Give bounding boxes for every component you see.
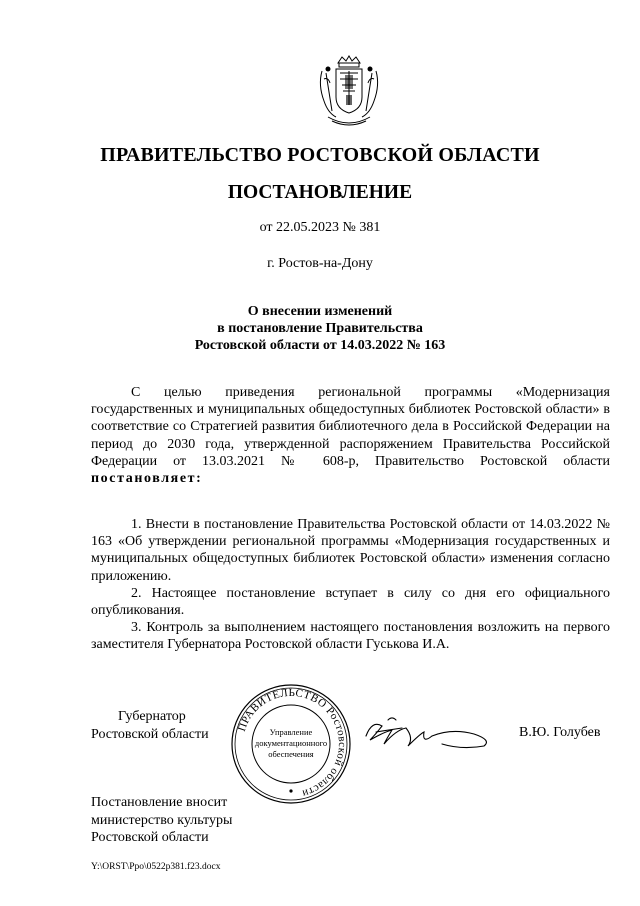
signer-name: В.Ю. Голубев <box>519 725 601 740</box>
government-title: ПРАВИТЕЛЬСТВО РОСТОВСКОЙ ОБЛАСТИ <box>100 144 540 166</box>
submitted-by-note <box>91 794 232 847</box>
submitted-by-line: Ростовской области <box>91 830 209 845</box>
document-type-title: ПОСТАНОВЛЕНИЕ <box>227 182 413 203</box>
decree-items <box>91 516 610 654</box>
decree-item: 1. Внести в постановление Правительства Ростовской области от 14.03.2022 № 163 «Об утверждении региональной программы «Модернизация государственных и муниципальных общедоступных библиотек Ростовской области» изменения согласно приложению. <box>91 517 610 584</box>
city-line: г. Ростов-на-Дону <box>267 256 373 271</box>
stamp-inner-text: Управление <box>269 727 313 737</box>
signer-position-line: Ростовской области <box>91 726 209 742</box>
preamble-paragraph <box>91 384 610 487</box>
decree-subject <box>0 303 640 354</box>
stamp-outer-text: ПРАВИТЕЛЬСТВО Ростовской области <box>235 686 349 800</box>
subject-line: Ростовской области от 14.03.2022 № 163 <box>194 338 446 353</box>
decree-date-number: от 22.05.2023 № 381 <box>259 220 381 235</box>
submitted-by-line: министерство культуры <box>91 812 233 828</box>
signer-position <box>91 708 209 743</box>
handwritten-signature <box>362 714 502 752</box>
stamp-inner-text: обеспечения <box>268 749 314 759</box>
decree-item: 3. Контроль за выполнением настоящего постановления возложить на первого заместителя Губернатора Ростовской области Гуськова И.А. <box>91 620 610 653</box>
decree-item: 2. Настоящее постановление вступает в силу со дня его официального опубликования. <box>91 585 610 619</box>
official-stamp <box>230 683 352 805</box>
stamp-inner-text: документационного <box>254 738 328 748</box>
signer-position-line: Губернатор <box>118 709 186 724</box>
resolves-word: постановляет: <box>91 471 203 487</box>
submitted-by-line: Постановление вносит <box>91 795 228 810</box>
file-path: Y:\ORST\Ppo\0522p381.f23.docx <box>91 862 221 872</box>
subject-line: О внесении изменений <box>247 304 393 319</box>
preamble-text: С целью приведения региональной программы «Модернизация государственных и муниципальных общедоступных библиотек Ростовской области» в соответствие со Стратегией развития библиотечного дела в Российской Федерации на период до 2030 года, утвержденной распоряжением Правительства Российской Федерации от 13.03.2021 № 608-р, Правительство Ростовской области <box>91 385 610 469</box>
coat-of-arms-icon <box>316 55 382 131</box>
subject-line: в постановление Правительства <box>217 321 423 336</box>
